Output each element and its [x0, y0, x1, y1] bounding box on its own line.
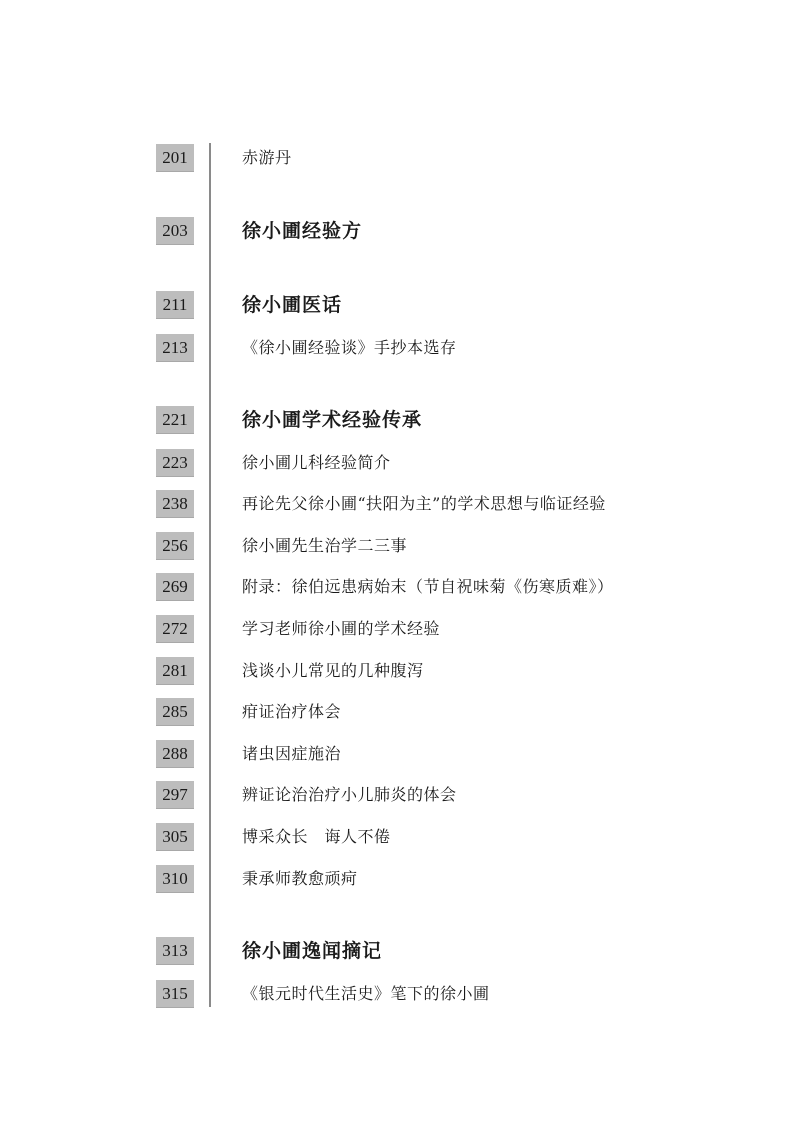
toc-entry[interactable]: [0, 740, 800, 770]
toc-entry[interactable]: [0, 823, 800, 853]
page-number: 313: [156, 937, 194, 965]
section-title: 徐小圃医话: [242, 294, 343, 316]
toc-entry[interactable]: [0, 865, 800, 895]
entry-title: 再论先父徐小圃“扶阳为主”的学术思想与临证经验: [242, 494, 606, 513]
page-number: 285: [156, 698, 194, 726]
entry-title: 辨证论治治疗小儿肺炎的体会: [242, 785, 457, 804]
toc-entry[interactable]: [0, 490, 800, 520]
page-number: 223: [156, 449, 194, 477]
page-number: 272: [156, 615, 194, 643]
page-number: 203: [156, 217, 194, 245]
toc-section-heading[interactable]: [0, 406, 800, 436]
page-number: 213: [156, 334, 194, 362]
page-number: 238: [156, 490, 194, 518]
page-number: 297: [156, 781, 194, 809]
page-number: 305: [156, 823, 194, 851]
page-number: 211: [156, 291, 194, 319]
toc-entry[interactable]: [0, 449, 800, 479]
page-number: 315: [156, 980, 194, 1008]
section-title: 徐小圃学术经验传承: [242, 409, 423, 431]
page-number: 269: [156, 573, 194, 601]
entry-title: 诸虫因症施治: [242, 744, 342, 763]
entry-title: 《银元时代生活史》笔下的徐小圃: [242, 984, 490, 1003]
page-number: 256: [156, 532, 194, 560]
toc-entry[interactable]: [0, 698, 800, 728]
page-number: 221: [156, 406, 194, 434]
entry-title: 赤游丹: [242, 148, 292, 167]
entry-title: 疳证治疗体会: [242, 702, 342, 721]
entry-title: 学习老师徐小圃的学术经验: [242, 619, 441, 638]
entry-title: 秉承师教愈顽疴: [242, 869, 358, 888]
page-number: 201: [156, 144, 194, 172]
section-title: 徐小圃经验方: [242, 220, 363, 242]
toc-entry[interactable]: [0, 980, 800, 1010]
page-number: 281: [156, 657, 194, 685]
toc-section-heading[interactable]: [0, 291, 800, 321]
page-number: 310: [156, 865, 194, 893]
toc-entry[interactable]: [0, 532, 800, 562]
entry-title: 徐小圃先生治学二三事: [242, 536, 408, 555]
entry-title: 徐小圃儿科经验简介: [242, 453, 391, 472]
toc-section-heading[interactable]: [0, 937, 800, 967]
entry-title: 浅谈小儿常见的几种腹泻: [242, 661, 424, 680]
entry-title: 博采众长 诲人不倦: [242, 827, 391, 846]
toc-entry[interactable]: [0, 781, 800, 811]
page-number: 288: [156, 740, 194, 768]
section-title: 徐小圃逸闻摘记: [242, 940, 383, 962]
entry-title: 《徐小圃经验谈》手抄本选存: [242, 338, 457, 357]
toc-section-heading[interactable]: [0, 217, 800, 247]
entry-title: 附录：徐伯远患病始末（节自祝味菊《伤寒质难》）: [242, 577, 614, 596]
toc-entry[interactable]: [0, 144, 800, 174]
toc-entry[interactable]: [0, 334, 800, 364]
toc-entry[interactable]: [0, 573, 800, 603]
toc-entry[interactable]: [0, 657, 800, 687]
toc-entry[interactable]: [0, 615, 800, 645]
